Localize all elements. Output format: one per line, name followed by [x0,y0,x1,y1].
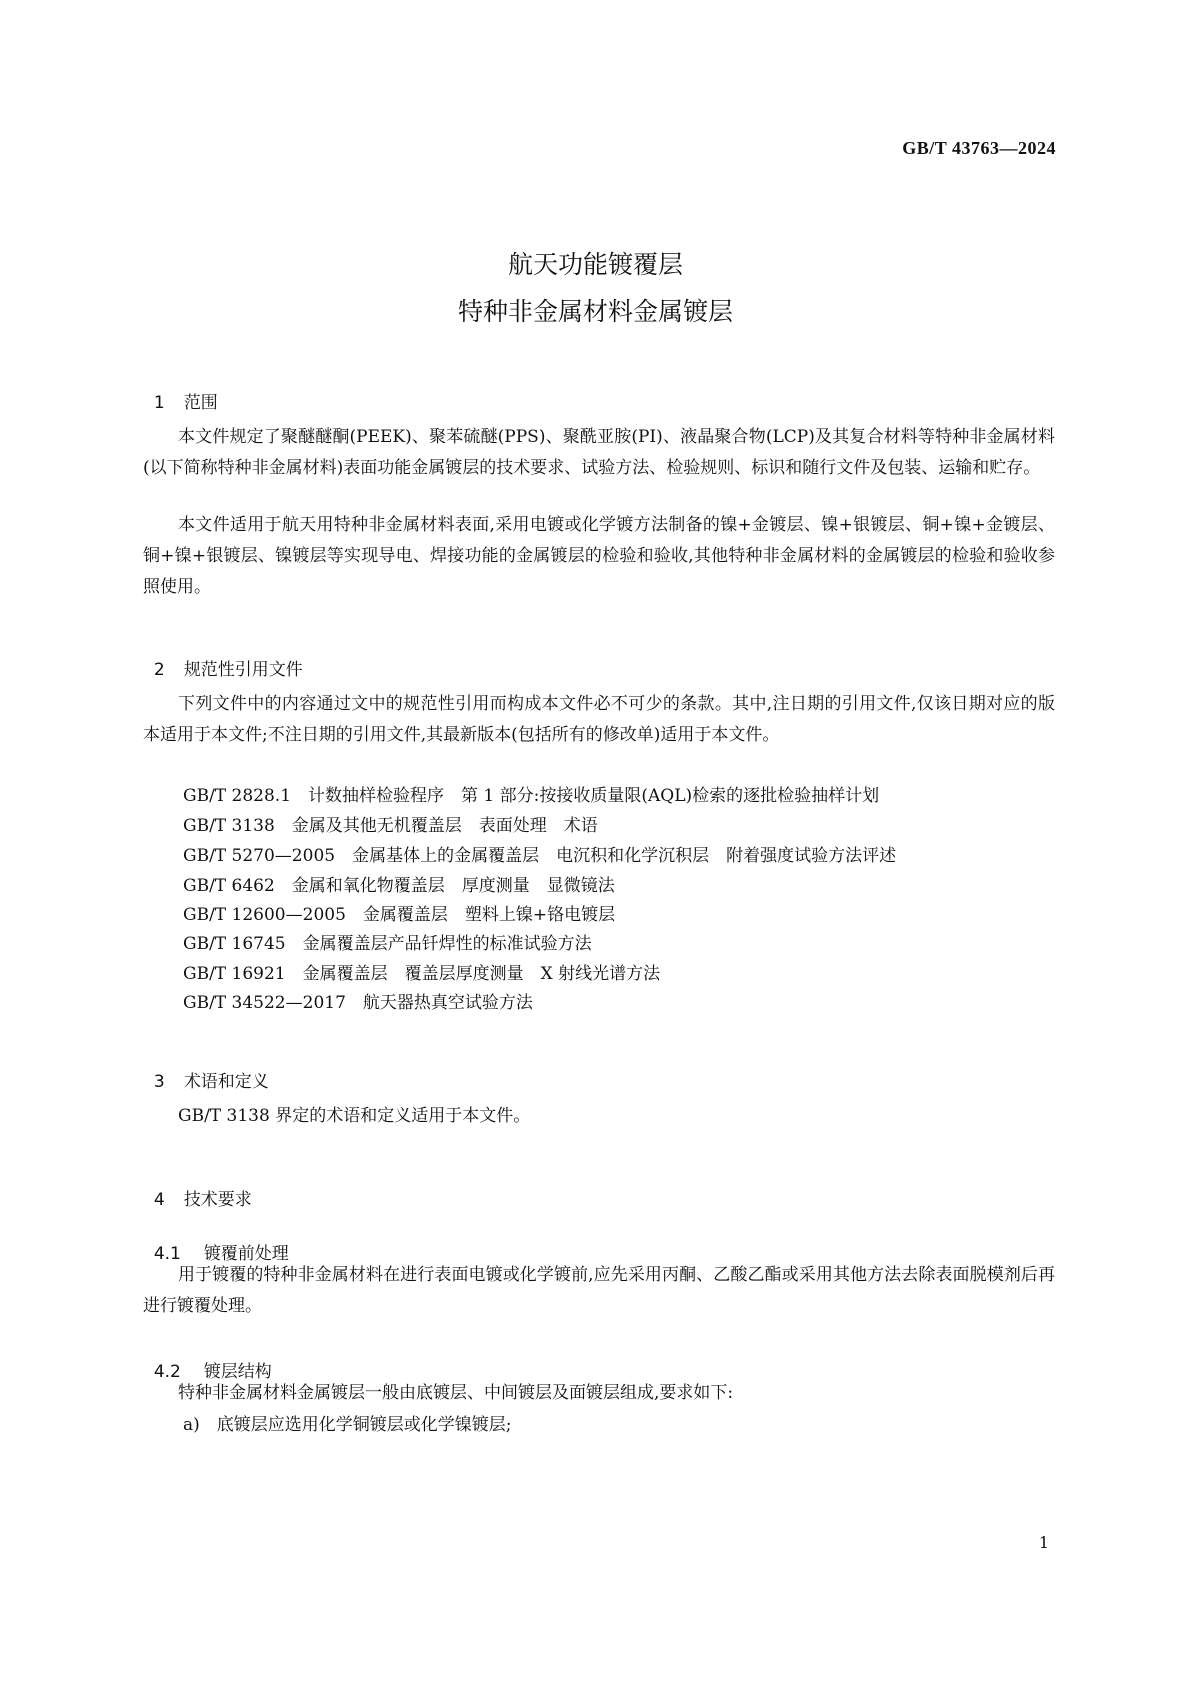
reference-item: GB/T 12600—2005 金属覆盖层 塑料上镍+铬电镀层 [183,905,616,925]
list-item-a: a) 底镀层应选用化学铜镀层或化学镍镀层; [183,1415,512,1435]
reference-item: GB/T 6462 金属和氧化物覆盖层 厚度测量 显微镜法 [183,876,615,896]
section-1-heading [143,368,218,413]
document-title-line1: 航天功能镀覆层 [507,250,683,279]
reference-item: GB/T 5270—2005 金属基体上的金属覆盖层 电沉积和化学沉积层 附着强度试验方法评述 [183,846,897,866]
section-number: 3 [153,1072,165,1092]
reference-item: GB/T 3138 金属及其他无机覆盖层 表面处理 术语 [183,816,598,836]
reference-item: GB/T 16745 金属覆盖层产品钎焊性的标准试验方法 [183,934,592,954]
reference-item: GB/T 2828.1 计数抽样检验程序 第 1 部分:按接收质量限(AQL)检索的逐批检验抽样计划 [183,786,880,806]
section-3-heading [143,1047,269,1092]
section-title: 镀层结构 [203,1362,272,1382]
section-number: 2 [153,660,165,680]
section-1-paragraph-2: 本文件适用于航天用特种非金属材料表面,采用电镀或化学镀方法制备的镍+金镀层、镍+银镀层、铜+镍+金镀层、铜+镍+银镀层、镍镀层等实现导电、焊接功能的金属镀层的检验和验收,其他特种非金属材料的金属镀层的检验和验收参照使用。 [143,515,1055,597]
section-number: 1 [153,393,165,413]
section-2-paragraph-1: 下列文件中的内容通过文中的规范性引用而构成本文件必不可少的条款。其中,注日期的引用文件,仅该日期对应的版本适用于本文件;不注日期的引用文件,其最新版本(包括所有的修改单)适用于本文件。 [143,694,1055,745]
section-3-paragraph-1: GB/T 3138 界定的术语和定义适用于本文件。 [178,1106,531,1126]
section-4-2-heading [143,1337,272,1382]
standard-code: GB/T 43763—2024 [902,138,1056,158]
section-4-heading [143,1165,252,1210]
section-number: 4.1 [153,1244,181,1264]
section-4-1-paragraph-1: 用于镀覆的特种非金属材料在进行表面电镀或化学镀前,应先采用丙酮、乙酸乙酯或采用其他方法去除表面脱模剂后再进行镀覆处理。 [143,1265,1055,1316]
section-title: 范围 [183,393,218,413]
section-title: 规范性引用文件 [183,660,303,680]
section-4-2-paragraph-1: 特种非金属材料金属镀层一般由底镀层、中间镀层及面镀层组成,要求如下: [178,1383,734,1403]
reference-item: GB/T 16921 金属覆盖层 覆盖层厚度测量 X 射线光谱方法 [183,964,661,984]
reference-item: GB/T 34522—2017 航天器热真空试验方法 [183,993,533,1013]
page-number: 1 [1038,1533,1049,1552]
section-title: 技术要求 [183,1190,252,1210]
section-title: 镀覆前处理 [203,1244,289,1264]
section-number: 4.2 [153,1362,181,1382]
section-2-heading [143,635,303,680]
section-title: 术语和定义 [183,1072,269,1092]
section-number: 4 [153,1190,165,1210]
section-4-1-heading [143,1219,289,1264]
document-title-line2: 特种非金属材料金属镀层 [457,297,733,326]
section-1-paragraph-1: 本文件规定了聚醚醚酮(PEEK)、聚苯硫醚(PPS)、聚酰亚胺(PI)、液晶聚合物(LCP)及其复合材料等特种非金属材料(以下简称特种非金属材料)表面功能金属镀层的技术要求、试验方法、检验规则、标识和随行文件及包装、运输和贮存。 [143,427,1055,478]
